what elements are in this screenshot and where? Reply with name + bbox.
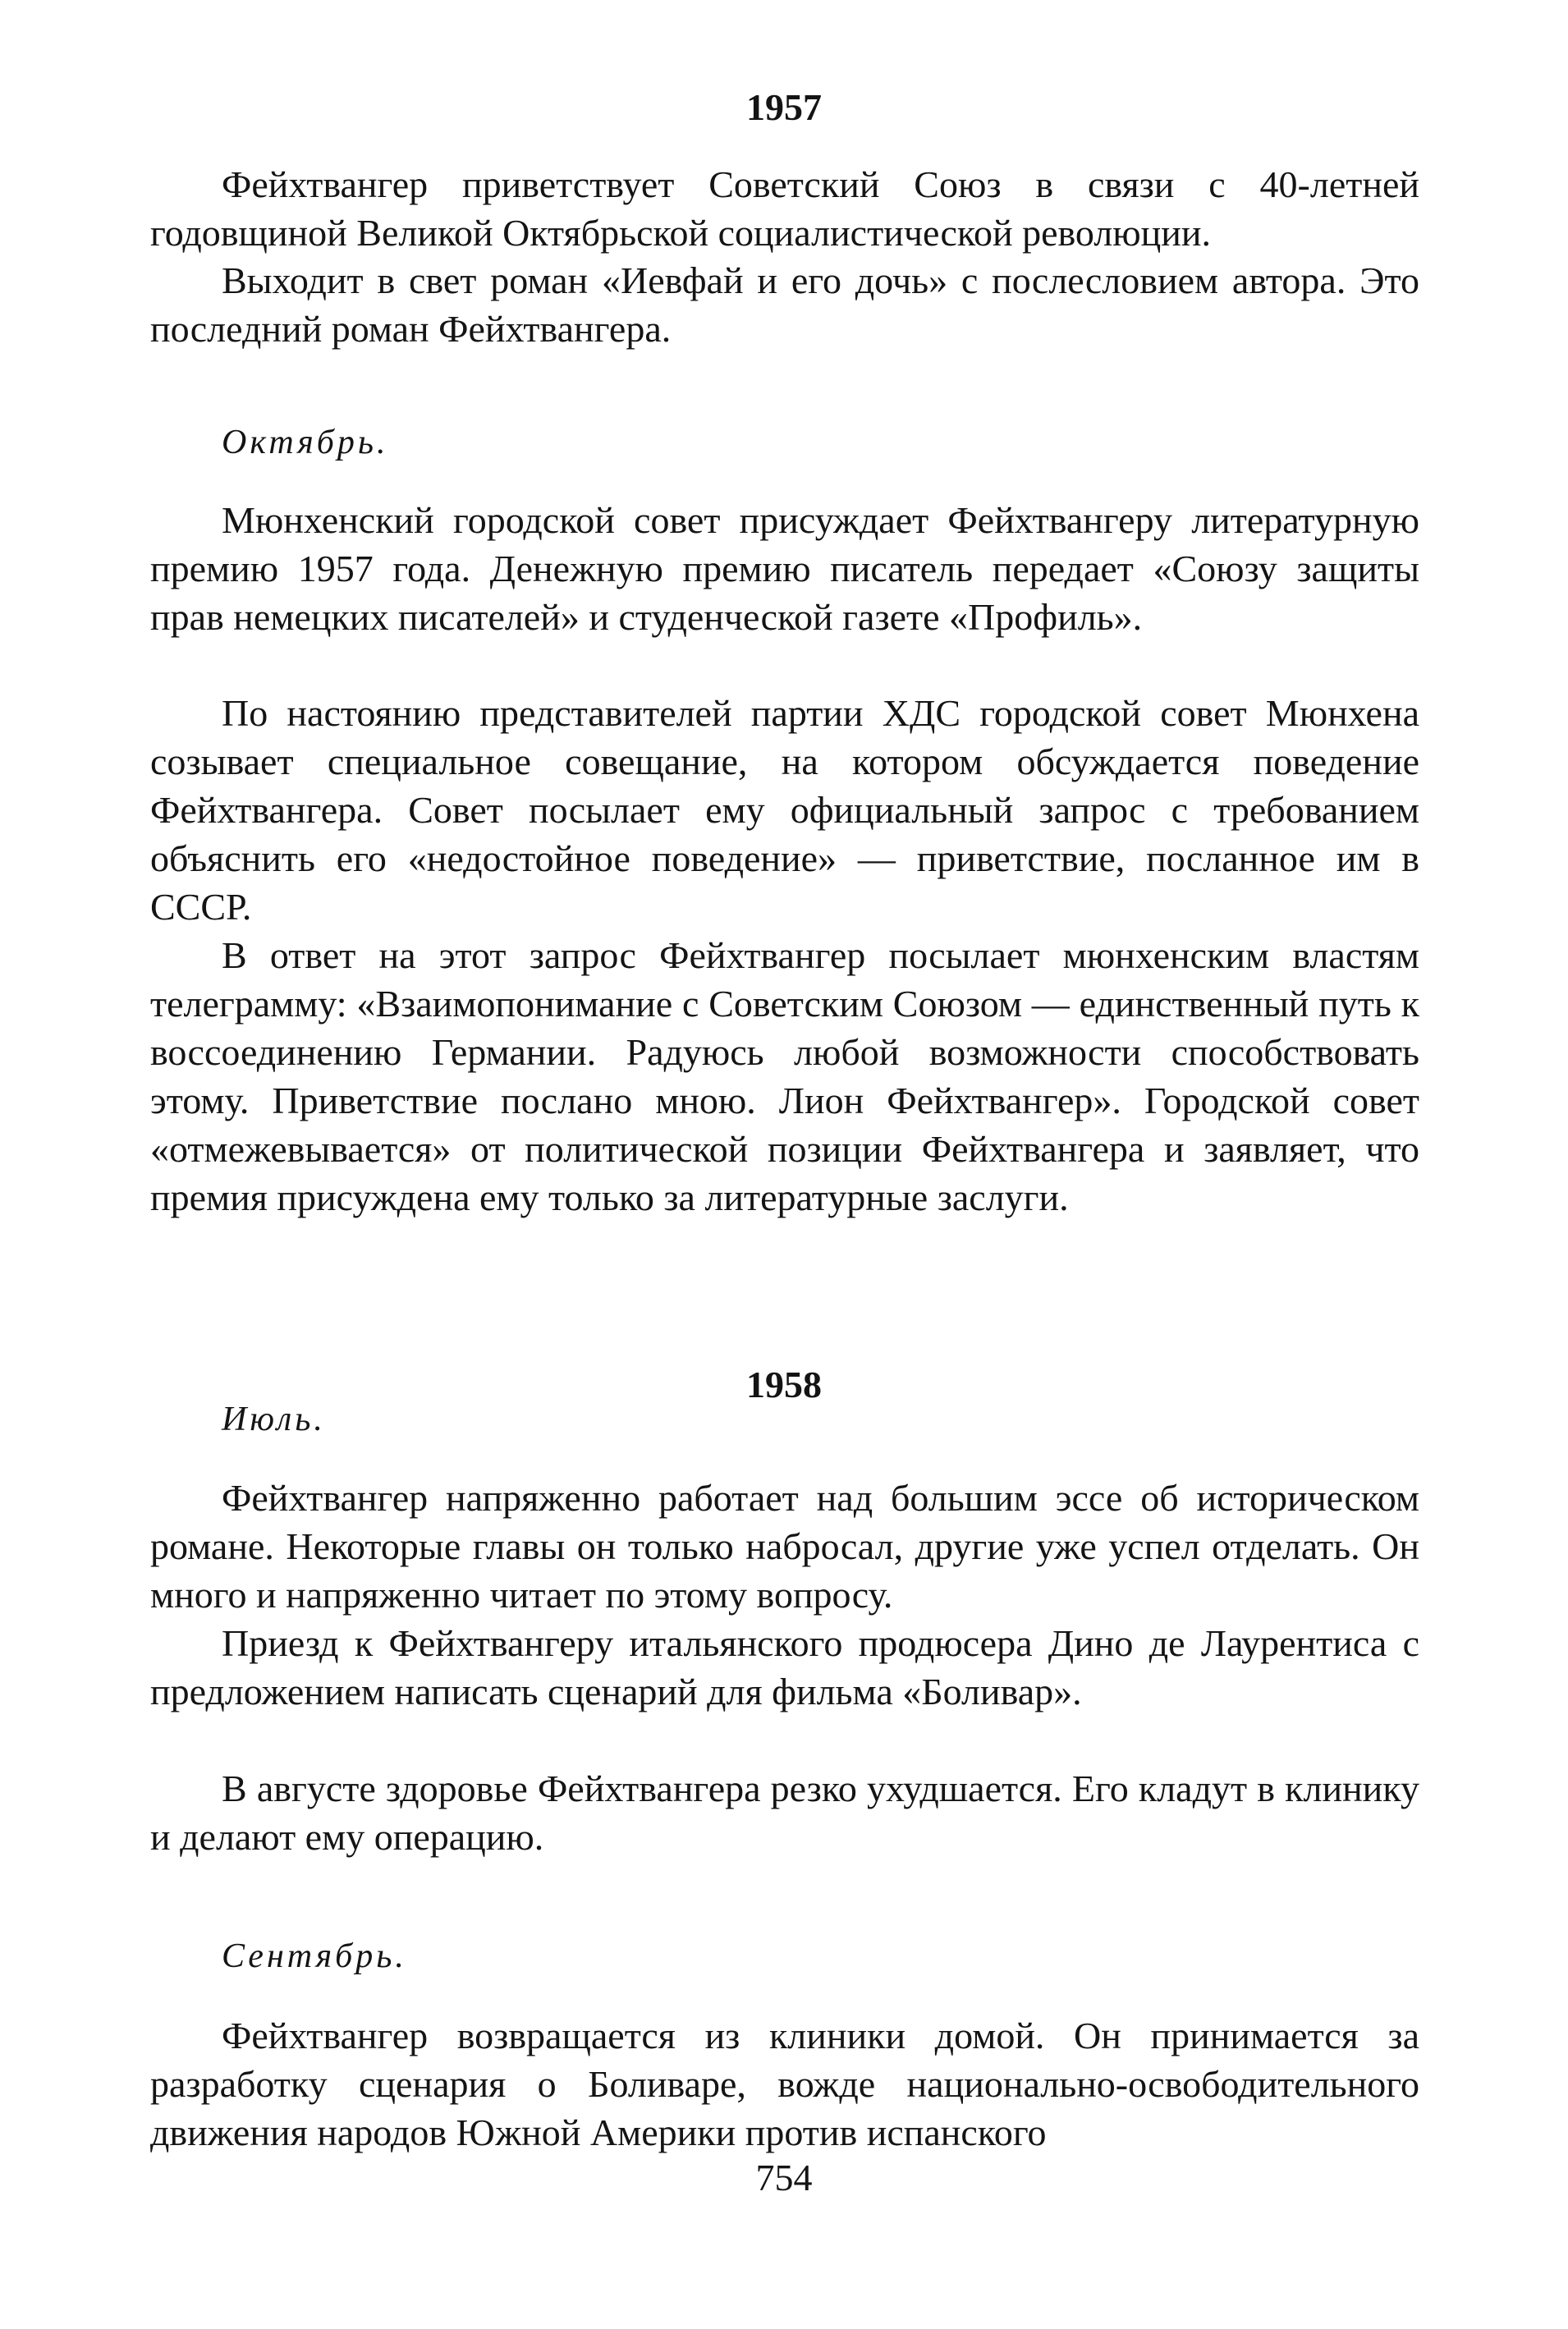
- paragraph: Выходит в свет роман «Иевфай и его дочь» с послесловием автора. Это последний роман Фейхтвангера.: [150, 259, 1419, 350]
- month-heading-july: Июль.: [222, 1401, 326, 1438]
- paragraph: Фейхтвангер возвращается из клиники домой. Он принимается за разработку сценария о Боливаре, вожде национально-освободительного движения народов Южной Америки против испанского: [150, 2015, 1419, 2153]
- month-heading-october: Октябрь.: [222, 424, 389, 461]
- page-number: 754: [755, 2157, 813, 2198]
- year-heading-1958: 1958: [746, 1364, 822, 1405]
- paragraph: В августе здоровье Фейхтвангера резко ухудшается. Его кладут в клинику и делают ему операцию.: [150, 1767, 1419, 1858]
- paragraph: Фейхтвангер приветствует Советский Союз в связи с 40-летней годовщиной Великой Октябрьской социалистической революции.: [150, 163, 1419, 254]
- paragraph: По настоянию представителей партии ХДС городской совет Мюнхена созывает специальное совещание, на котором обсуждается поведение Фейхтвангера. Совет посылает ему официальный запрос с требованием объяснить его «недостойное поведение» — приветствие, посланное им в СССР.: [150, 692, 1419, 928]
- paragraph: В ответ на этот запрос Фейхтвангер посылает мюнхенским властям телеграмму: «Взаимопонимание с Советским Союзом — единственный путь к воссоединению Германии. Радуюсь любой возможности способствовать этому. Приветствие послано мною. Лион Фейхтвангер». Городской совет «отмежевывается» от политической позиции Фейхтвангера и заявляет, что премия присуждена ему только за литературные заслуги.: [150, 934, 1419, 1218]
- paragraph: Мюнхенский городской совет присуждает Фейхтвангеру литературную премию 1957 года. Денежную премию писатель передает «Союзу защиты прав немецких писателей» и студенческой газете «Профиль».: [150, 499, 1419, 638]
- month-heading-september: Сентябрь.: [222, 1937, 407, 1975]
- year-heading-1957: 1957: [746, 86, 822, 128]
- paragraph: Приезд к Фейхтвангеру итальянского продюсера Дино де Лаурентиса с предложением написать сценарий для фильма «Боливар».: [150, 1622, 1419, 1712]
- paragraph: Фейхтвангер напряженно работает над большим эссе об историческом романе. Некоторые главы он только набросал, другие уже успел отделать. Он много и напряженно читает по этому вопросу.: [150, 1477, 1419, 1616]
